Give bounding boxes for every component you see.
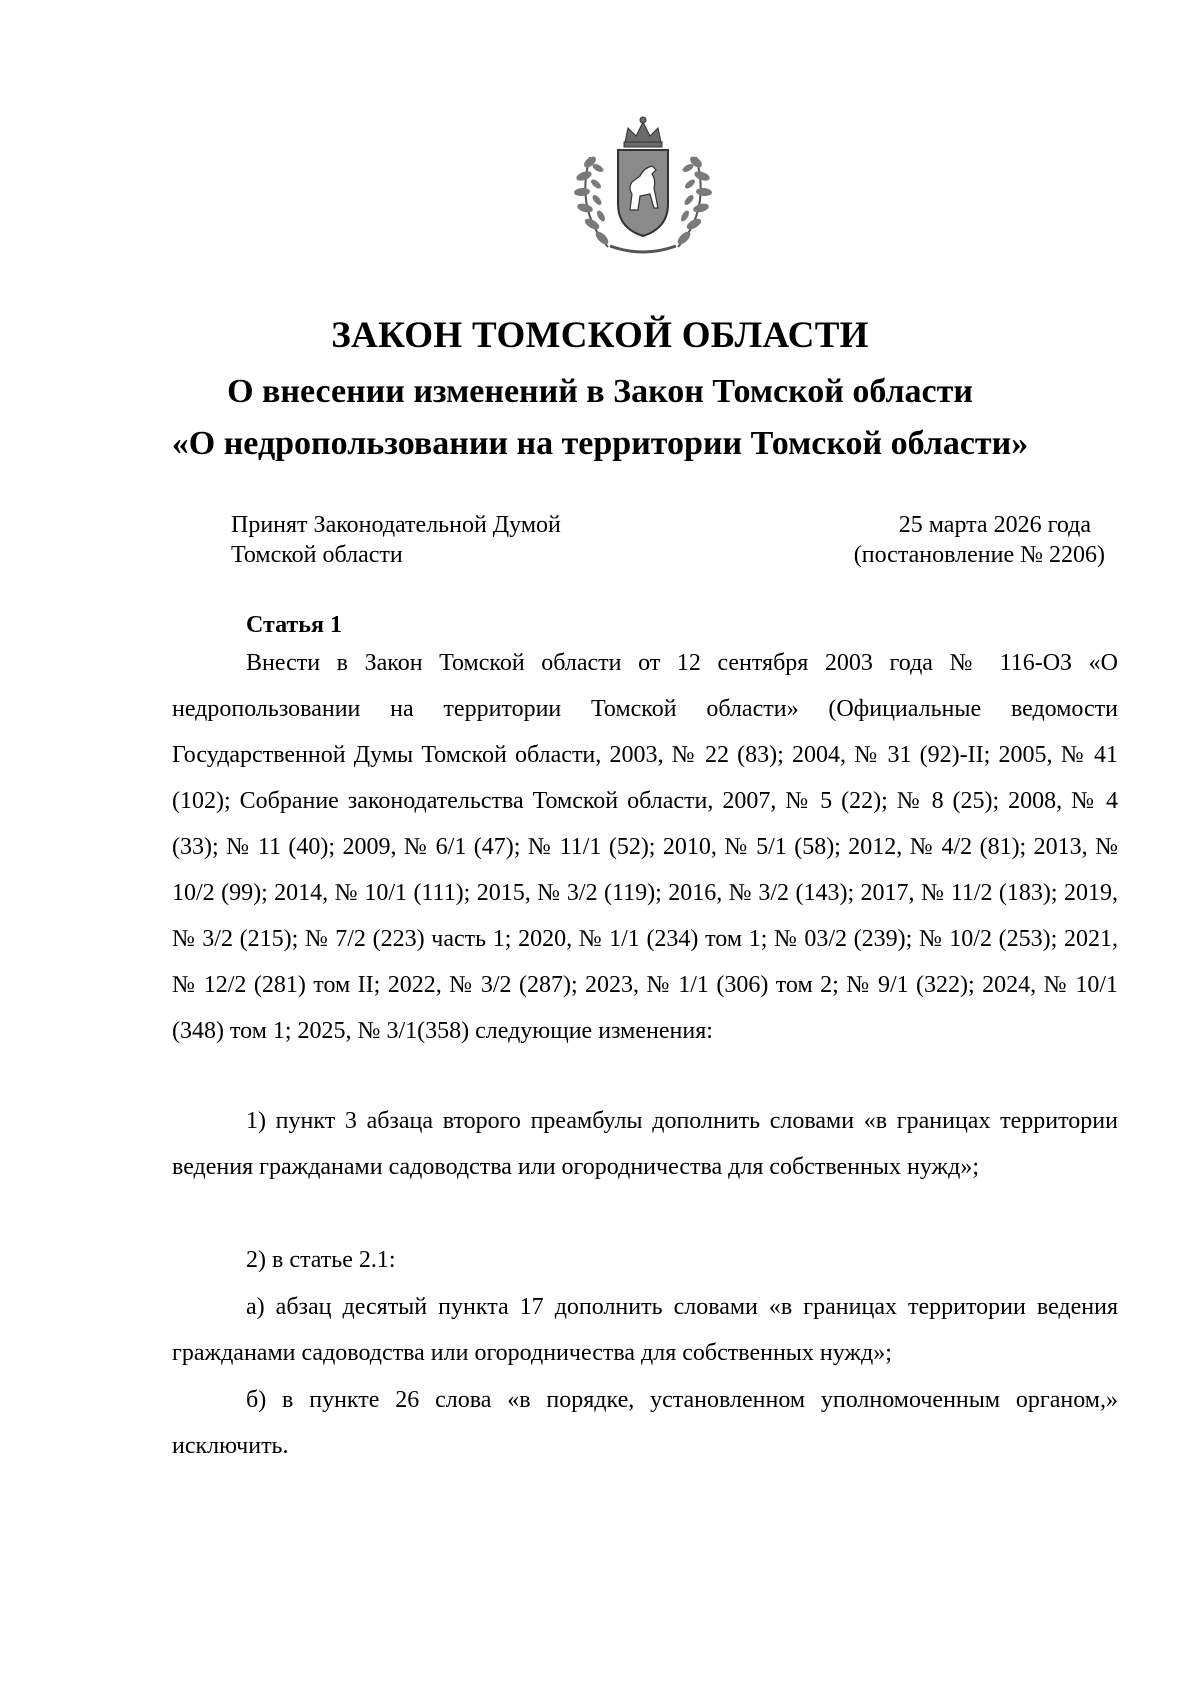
article-item-2b-text: б) в пункте 26 слова «в порядке, установленном уполномоченным органом,» исключить. [172, 1387, 1118, 1459]
article-intro-text: Внести в Закон Томской области от 12 сентября 2003 года № 116-ОЗ «О недропользовании на территории Томской области» (Официальные ведомости Государственной Думы Томской области, 2003, № 22 (83); 2004, № 31 (92)-II; 2005, № 41 (102); Собрание законодательства Томской области, 2007, № 5 (22); № 8 (25); 2008, № 4 (33); № 11 (40); 2009, № 6/1 (47); № 11/1 (52); 2010, № 5/1 (58); 2012, № 4/2 (81); 2013, № 10/2 (99); 2014, № 10/1 (111); 2015, № 3/2 (119); 2016, № 3/2 (143); 2017, № 11/2 (183); 2019, № 3/2 (215); № 7/2 (223) часть 1; 2020, № 1/1 (234) том 1; № 03/2 (239); № 10/2 (253); 2021, № 12/2 (281) том II; 2022, № 3/2 (287); 2023, № 1/1 (306) том 2; № 9/1 (322); 2024, № 10/1 (348) том 1; 2025, № 3/1(358) следующие изменения: [172, 650, 1118, 1044]
article-intro-paragraph [172, 640, 1118, 1054]
article-item-1 [172, 1098, 1118, 1190]
adoption-body-line1: Принят Законодательной Думой [231, 512, 561, 538]
adoption-resolution-number: (постановление № 2206) [853, 542, 1105, 568]
tomsk-coat-of-arms-icon [568, 112, 718, 262]
article-item-2b [172, 1377, 1118, 1469]
article-item-1-text: 1) пункт 3 абзаца второго преамбулы дополнить словами «в границах территории ведения гражданами садоводства или огородничества для собственных нужд»; [172, 1108, 1118, 1180]
law-title: ЗАКОН ТОМСКОЙ ОБЛАСТИ [331, 315, 869, 356]
article-heading: Статья 1 [246, 612, 342, 638]
law-subtitle-line2: «О недропользовании на территории Томской области» [171, 425, 1029, 462]
article-item-2 [172, 1237, 1118, 1283]
adoption-date [854, 510, 1105, 570]
adoption-body-line2: Томской области [231, 542, 403, 568]
adoption-body [231, 510, 561, 570]
article-item-2a-text: а) абзац десятый пункта 17 дополнить словами «в границах территории ведения гражданами садоводства или огородничества для собственных нужд»; [172, 1294, 1118, 1366]
article-item-2a [172, 1284, 1118, 1376]
article-item-2-text: 2) в статье 2.1: [246, 1247, 396, 1273]
law-subtitle-line1: О внесении изменений в Закон Томской области [227, 373, 973, 410]
adoption-date-line1: 25 марта 2026 года [898, 512, 1091, 538]
